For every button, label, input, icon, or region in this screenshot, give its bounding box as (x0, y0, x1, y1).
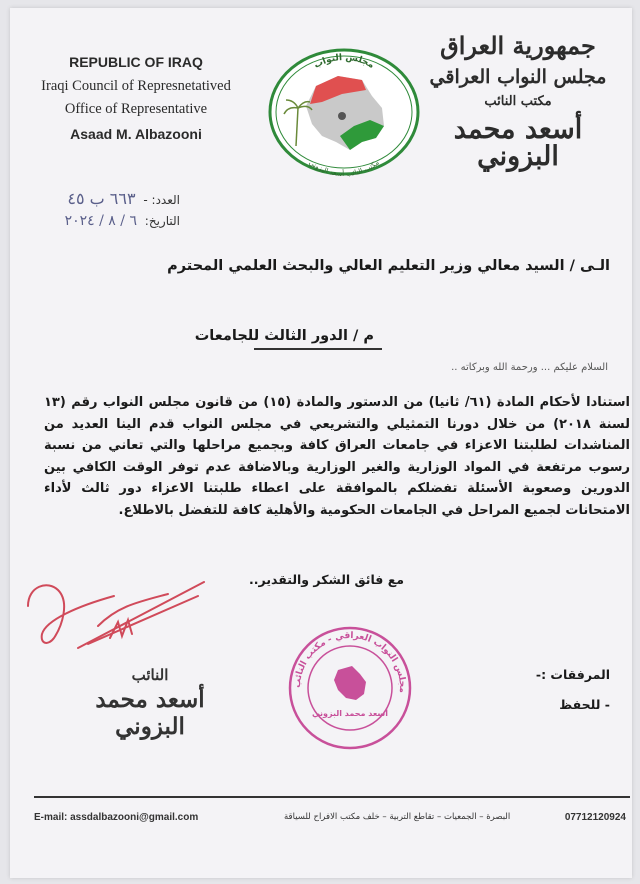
footer-email: E-mail: assdalbazooni@gmail.com (34, 812, 199, 823)
stamp-center-text: أسعد محمد البزوني (311, 709, 389, 718)
english-letterhead (28, 54, 244, 142)
letter-page (10, 8, 632, 878)
council-name: Iraqi Council of Represnetatived (41, 78, 231, 94)
footer-divider (34, 796, 630, 798)
arabic-office-name: مكتب النائب (484, 94, 552, 109)
stamp-ring-text: مجلس النواب العراقي - مكتب النائب (292, 630, 408, 694)
reference-date-label: التاريخ: (144, 214, 180, 228)
reference-number-label: العدد: - (143, 193, 180, 207)
logo-top-text: مجلس النواب (312, 52, 376, 71)
signatory-title: النائب (131, 666, 169, 684)
footer-phone: 07712120924 (564, 812, 626, 823)
attachments-section (536, 660, 610, 720)
arabic-country-name: جمهورية العراق (440, 31, 596, 60)
reference-number-row (10, 188, 180, 210)
subject-underline (254, 348, 382, 350)
arabic-letterhead (418, 31, 618, 172)
reference-date-value: ٦ / ٨ / ٢٠٢٤ (64, 213, 137, 229)
signature-block (70, 666, 230, 740)
arabic-council-name: مجلس النواب العراقي (429, 66, 607, 88)
reference-date-row (10, 210, 180, 232)
official-stamp (286, 624, 414, 752)
letter-footer (34, 808, 630, 828)
letter-reference (10, 188, 180, 232)
handwritten-signature (18, 566, 218, 666)
country-name: REPUBLIC OF IRAQ (69, 54, 203, 70)
arabic-representative-name: أسعد محمد البزوني (453, 114, 583, 172)
attachments-item: - للحفظ (559, 697, 610, 712)
letter-recipient: الـى / السيد معالي وزير التعليم العالي والبحث العلمي المحترم (167, 258, 610, 274)
signatory-name: أسعد محمد البزوني (95, 686, 205, 740)
footer-address: البصرة – الجمعيات – تقاطع التربية – خلف مكتب الافراح للسياقة (284, 812, 511, 822)
representative-name: Asaad M. Albazooni (70, 126, 202, 142)
office-name: Office of Representative (64, 101, 208, 117)
logo-bottom-text: مكتب النائب أسعد البزوني (307, 158, 381, 178)
council-logo (266, 46, 422, 178)
letter-subject: م / الدور الثالث للجامعات (194, 328, 374, 344)
letter-body: استنادا لأحكام المادة (٦١/ ثانيا) من الدستور والمادة (١٥) من قانون مجلس النواب رقم (١٣ لسنة ٢٠١٨) من خلال دورنا التمثيلي والتشريعي في مجلس النواب قدم الينا العديد من المناشدات لطلبتنا الاعزاء في جامعات العراق كافة وبجميع مراحلها والتي تعاني من نسبة رسوب مرتفعة في المواد الوزارية والغير الوزارية وبالاضافة عدم توفر الوقت الكافي بين الدورين وصعوبة الأسئلة تفضلكم بالموافقة على اعطاء طلبتنا الاعزاء دور ثالث لأداء الامتحانات لجميع المراحل في الجامعات الحكومية والأهلية كافة للتفضل بالاطلاع. (44, 395, 630, 518)
letter-closing: مع فائق الشكر والتقدير.. (249, 572, 404, 587)
letter-greeting: السلام عليكم ... ورحمة الله وبركاته .. (451, 362, 608, 373)
reference-number-value: ٦٦٣ ب ٤٥ (67, 189, 136, 208)
attachments-label: المرفقات :- (535, 667, 610, 682)
